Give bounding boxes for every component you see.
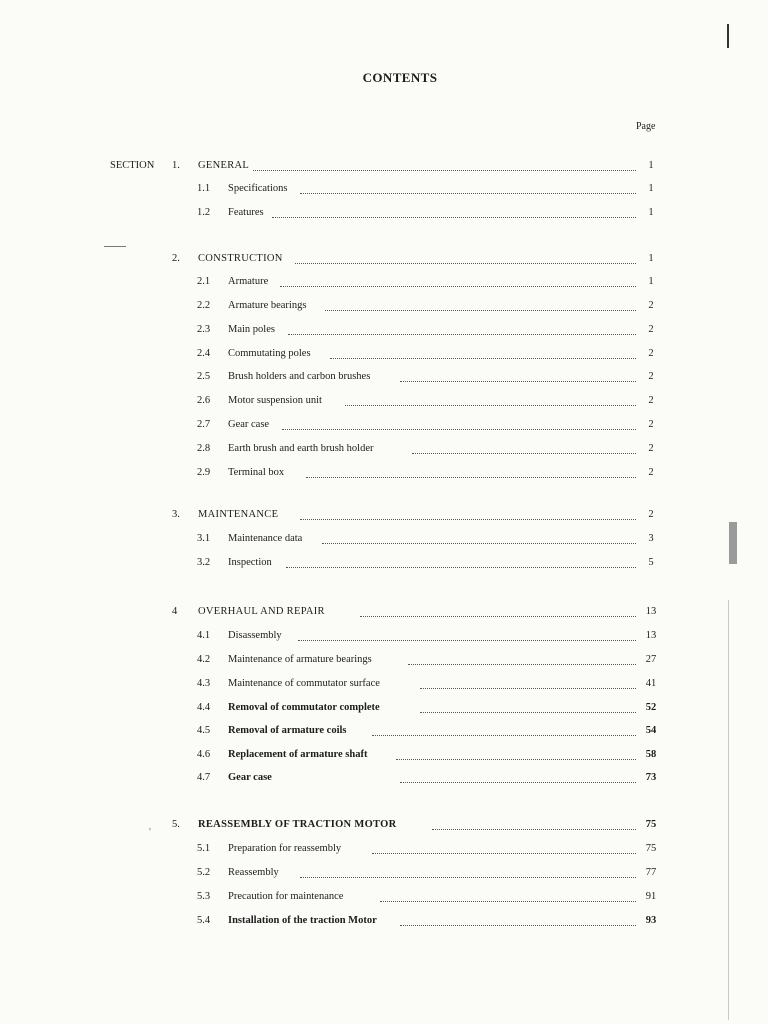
item-number: 2.6 [197,395,211,406]
dot-leader [325,309,636,311]
item-title: Earth brush and earth brush holder [228,440,378,458]
item-number: 2.4 [197,348,211,359]
toc-item[interactable] [0,464,768,482]
item-title: Specifications [228,180,291,198]
page-number: 2 [644,506,658,524]
item-number: 2.1 [197,276,211,287]
item-number: 4.5 [197,725,211,736]
section-number: 3. [172,509,180,520]
item-number: 2.7 [197,419,211,430]
dot-leader [280,285,636,287]
dot-leader [372,734,636,736]
page-number: 2 [644,416,658,434]
page-number: 77 [644,864,658,882]
toc-item[interactable] [0,273,768,291]
item-number: 5.2 [197,867,211,878]
item-title: Removal of armature coils [228,722,350,740]
dot-leader [345,404,636,406]
item-title: Removal of commutator complete [228,699,384,717]
item-title: Maintenance of commutator surface [228,675,384,693]
page-number: 1 [644,250,658,268]
page-number: 1 [644,180,658,198]
scan-mark [728,600,729,1020]
section-number: 1. [172,160,180,171]
toc-item[interactable] [0,746,768,764]
item-number: 3.1 [197,533,211,544]
scan-mark [729,522,737,564]
dot-leader [380,900,636,902]
item-number: 1.1 [197,183,211,194]
page-number: 54 [644,722,658,740]
section-title: OVERHAUL AND REPAIR [198,603,329,621]
item-number: 4.1 [197,630,211,641]
section-title: GENERAL [198,157,253,175]
toc-section-4[interactable] [0,603,768,621]
toc-item[interactable] [0,722,768,740]
dot-leader [420,687,636,689]
page-column-label: Page [636,121,656,132]
section-number: 5. [172,819,180,830]
toc-section-1[interactable] [0,157,768,175]
item-title: Disassembly [228,627,286,645]
dot-leader [306,476,636,478]
page-number: 13 [644,603,658,621]
toc-section-2[interactable] [0,250,768,268]
item-number: 3.2 [197,557,211,568]
page-number: 1 [644,273,658,291]
page-number: 27 [644,651,658,669]
item-title: Armature bearings [228,297,310,315]
toc-item[interactable] [0,392,768,410]
toc-section-3[interactable] [0,506,768,524]
dot-leader [272,216,636,218]
toc-item[interactable] [0,912,768,930]
toc-item[interactable] [0,416,768,434]
section-number: 2. [172,253,180,264]
toc-item[interactable] [0,769,768,787]
dot-leader [330,357,636,359]
item-title: Inspection [228,554,276,572]
dot-leader [400,380,636,382]
item-title: Commutating poles [228,345,315,363]
item-number: 2.9 [197,467,211,478]
section-title: REASSEMBLY OF TRACTION MOTOR [198,816,401,834]
item-number: 4.4 [197,702,211,713]
item-title: Replacement of armature shaft [228,746,371,764]
dot-leader [298,639,636,641]
item-title: Reassembly [228,864,283,882]
item-number: 4.3 [197,678,211,689]
item-title: Gear case [228,416,273,434]
page-title: CONTENTS [362,70,438,85]
dot-leader [282,428,636,430]
item-number: 2.5 [197,371,211,382]
dot-leader [250,169,636,171]
item-number: 2.8 [197,443,211,454]
item-title: Maintenance data [228,530,306,548]
section-prefix: SECTION [110,160,155,171]
scan-mark [104,246,126,247]
page-number: 2 [644,321,658,339]
page-number: 2 [644,368,658,386]
item-title: Terminal box [228,464,288,482]
page-number: 73 [644,769,658,787]
toc-item[interactable] [0,440,768,458]
item-title: Main poles [228,321,279,339]
dot-leader [295,262,636,264]
toc-item[interactable] [0,321,768,339]
item-title: Gear case [228,769,276,787]
dot-leader [360,615,636,617]
item-title: Maintenance of armature bearings [228,651,376,669]
page-number: 2 [644,345,658,363]
page-number: 75 [644,816,658,834]
page-number: 1 [644,204,658,222]
item-number: 5.1 [197,843,211,854]
item-title: Brush holders and carbon brushes [228,368,374,386]
toc-item[interactable] [0,627,768,645]
dot-leader [400,924,636,926]
item-number: 4.6 [197,749,211,760]
dot-leader [372,852,636,854]
item-title: Armature [228,273,272,291]
page-number: 5 [644,554,658,572]
dot-leader [432,828,636,830]
item-title: Precaution for maintenance [228,888,347,906]
dot-leader [322,542,636,544]
item-number: 2.3 [197,324,211,335]
dot-leader [286,566,636,568]
section-title: CONSTRUCTION [198,250,287,268]
item-number: 4.7 [197,772,211,783]
item-title: Features [228,204,268,222]
dot-leader [412,452,636,454]
page-number: 1 [644,157,658,175]
dot-leader [300,518,636,520]
page-number: 2 [644,297,658,315]
page-number: 52 [644,699,658,717]
item-number: 5.3 [197,891,211,902]
page-number: 13 [644,627,658,645]
item-number: 2.2 [197,300,211,311]
toc-item[interactable] [0,297,768,315]
page-number: 2 [644,440,658,458]
page-number: 3 [644,530,658,548]
scan-speck: ’ [148,826,152,838]
dot-leader [396,758,636,760]
toc-section-5[interactable] [0,816,768,834]
item-number: 4.2 [197,654,211,665]
dot-leader [420,711,636,713]
toc-item[interactable] [0,840,768,858]
toc-item[interactable] [0,864,768,882]
item-title: Installation of the traction Motor [228,912,381,930]
dot-leader [300,192,636,194]
page-number: 41 [644,675,658,693]
section-title: MAINTENANCE [198,506,282,524]
toc-item[interactable] [0,675,768,693]
section-number: 4 [172,606,178,617]
page-number: 58 [644,746,658,764]
toc-item[interactable] [0,554,768,572]
item-title: Preparation for reassembly [228,840,345,858]
toc-item[interactable] [0,651,768,669]
toc-item[interactable] [0,530,768,548]
page-number: 93 [644,912,658,930]
toc-item[interactable] [0,180,768,198]
toc-item[interactable] [0,368,768,386]
toc-item[interactable] [0,699,768,717]
page-number: 2 [644,392,658,410]
dot-leader [408,663,636,665]
item-number: 1.2 [197,207,211,218]
item-number: 5.4 [197,915,211,926]
dot-leader [288,333,636,335]
scan-mark [727,24,729,48]
page-number: 91 [644,888,658,906]
item-title: Motor suspension unit [228,392,326,410]
page-number: 75 [644,840,658,858]
toc-item[interactable] [0,345,768,363]
page-number: 2 [644,464,658,482]
dot-leader [300,876,636,878]
dot-leader [400,781,636,783]
toc-item[interactable] [0,888,768,906]
toc-item[interactable] [0,204,768,222]
